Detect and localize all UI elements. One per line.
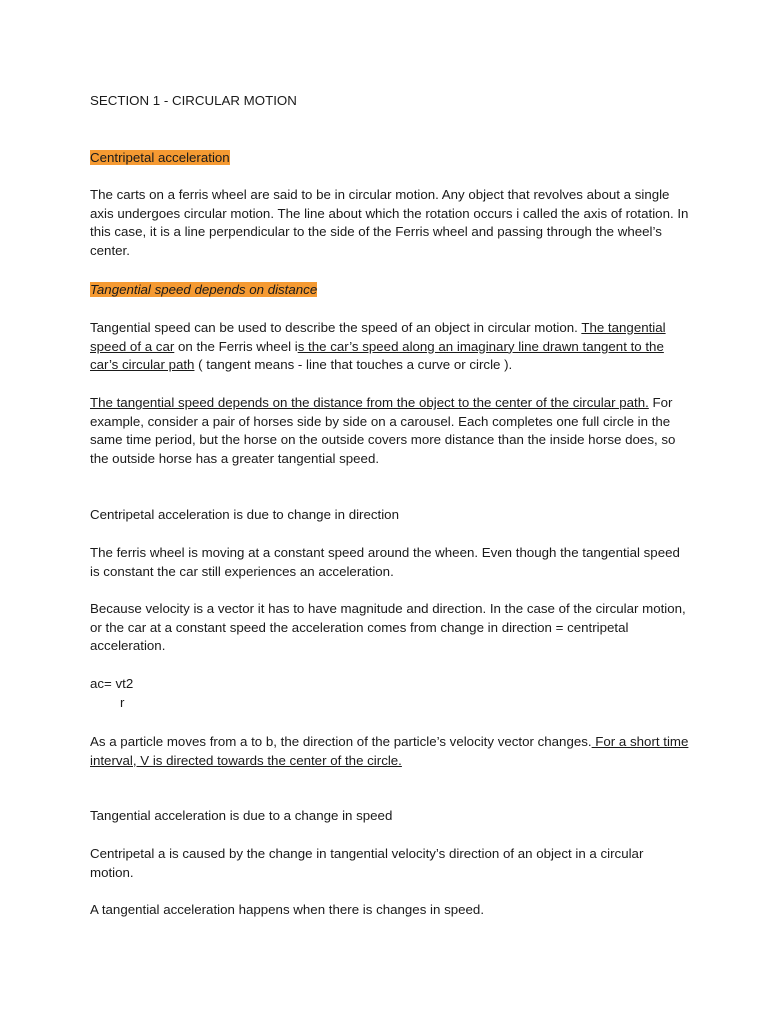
paragraph-tangential-speed bbox=[90, 319, 690, 375]
text-run: ( tangent means - line that touches a curve or circle ). bbox=[194, 357, 513, 373]
text-run: on the Ferris wheel i bbox=[174, 338, 298, 354]
highlighted-heading-text: Centripetal acceleration bbox=[90, 150, 230, 165]
section-title: SECTION 1 - CIRCULAR MOTION bbox=[90, 93, 297, 108]
underlined-text: The tangential speed depends on the distance from the object to the center of the circular path. bbox=[90, 395, 649, 410]
paragraph-centripetal-cause: Centripetal a is caused by the change in tangential velocity’s direction of an object in a circular motion. bbox=[90, 846, 644, 880]
paragraph-velocity-vector: Because velocity is a vector it has to have magnitude and direction. In the case of the circular motion, or the car at a constant speed the acceleration comes from change in direction = centripetal acceleration. bbox=[90, 601, 686, 654]
text-run: For example, consider a pair of horses side by side on a carousel. Each completes one full circle in the same time period, but the horse on the outside covers more distance than the inside horse does, so the outside horse has a greater tangential speed. bbox=[90, 395, 676, 467]
text-run: Tangential speed can be used to describe the speed of an object in circular motion. bbox=[90, 320, 582, 335]
paragraph-circular-motion: The carts on a ferris wheel are said to be in circular motion. Any object that revolves about a single axis undergoes circular motion. The line about which the rotation occurs i called the axis of rotation. In this case, it is a line perpendicular to the side of the Ferris wheel and passing through the wheel’s center. bbox=[90, 187, 689, 259]
underlined-text: For a short time interval, V is directed towards the center of the circle. bbox=[90, 734, 689, 768]
paragraph-ferris-wheel-speed: The ferris wheel is moving at a constant speed around the wheen. Even though the tangential speed is constant the car still experiences an acceleration. bbox=[90, 545, 680, 579]
heading-change-in-direction: Centripetal acceleration is due to change in direction bbox=[90, 507, 399, 522]
heading-centripetal-acceleration bbox=[90, 149, 690, 168]
formula-centripetal-acceleration bbox=[90, 675, 690, 712]
paragraph-particle-motion bbox=[90, 733, 690, 770]
underlined-text: s the car’s speed along an imaginary line drawn tangent to the car’s circular path bbox=[90, 338, 664, 373]
formula-denominator: r bbox=[120, 694, 125, 710]
paragraph-tangential-acceleration: A tangential acceleration happens when there is changes in speed. bbox=[90, 902, 485, 917]
paragraph-carousel-example bbox=[90, 394, 690, 469]
underlined-text: The tangential speed of a car bbox=[90, 320, 666, 354]
highlighted-heading-text: Tangential speed depends on distance bbox=[90, 282, 318, 297]
heading-change-in-speed: Tangential acceleration is due to a change in speed bbox=[90, 808, 393, 823]
heading-tangential-speed bbox=[90, 281, 690, 300]
formula-numerator: ac= vt2 bbox=[90, 676, 134, 691]
text-run: As a particle moves from a to b, the direction of the particle’s velocity vector changes. bbox=[90, 734, 592, 749]
